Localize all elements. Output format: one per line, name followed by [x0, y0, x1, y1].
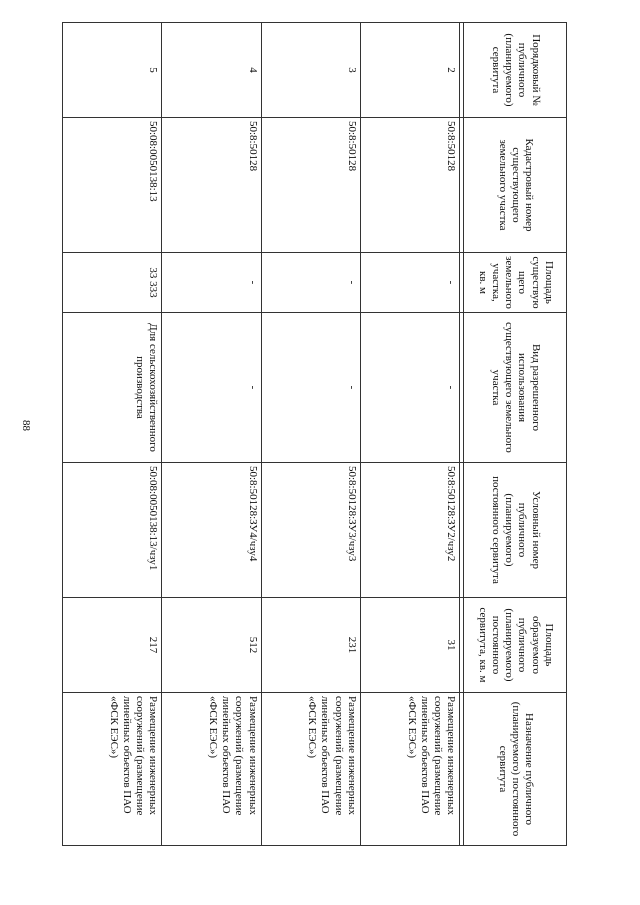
cell-permitted-use: - [261, 313, 360, 463]
table-row [63, 23, 162, 846]
header-servitude-area: Площадь образуемого публичного (планируемого) постоянного сервитута, кв. м [464, 598, 567, 693]
cell-permitted-use: - [360, 313, 459, 463]
cell-servitude-purpose: Размещение инженерных сооружений (размещение линейных объектов ПАО «ФСК ЕЭС») [63, 693, 162, 846]
cell-servitude-code: 50:8:50128:ЗУ2/чзу2 [360, 463, 459, 598]
table-spacer-row [460, 23, 464, 846]
cell-number: 3 [261, 23, 360, 118]
cell-servitude-area: 512 [162, 598, 261, 693]
cell-servitude-area: 31 [360, 598, 459, 693]
cell-servitude-code: 50:8:50128:ЗУ3/чзу3 [261, 463, 360, 598]
cell-number: 2 [360, 23, 459, 118]
cell-land-area: - [261, 253, 360, 313]
cell-land-area: 33 333 [63, 253, 162, 313]
cell-permitted-use: - [162, 313, 261, 463]
cell-cadastral-number: 50:8:50128 [162, 118, 261, 253]
servitude-table-wrapper [62, 22, 567, 845]
header-number: Порядковый № публичного (планируемого) сервитута [464, 23, 567, 118]
table-header-row [464, 23, 567, 846]
table-row [162, 23, 261, 846]
header-cadastral-number: Кадастровый номер существующего земельного участка [464, 118, 567, 253]
cell-servitude-code: 50:8:50128:ЗУ4/чзу4 [162, 463, 261, 598]
header-permitted-use: Вид разрешенного использования существующего земельного участка [464, 313, 567, 463]
cell-land-area: - [162, 253, 261, 313]
table-row [360, 23, 459, 846]
table-row [261, 23, 360, 846]
cell-servitude-area: 217 [63, 598, 162, 693]
cell-cadastral-number: 50:08:0050138:13 [63, 118, 162, 253]
cell-land-area: - [360, 253, 459, 313]
header-servitude-code: Условный номер публичного (планируемого) постоянного сервитута [464, 463, 567, 598]
cell-permitted-use: Для сельскохозяйственного производства [63, 313, 162, 463]
cell-servitude-area: 231 [261, 598, 360, 693]
page-number: 88 [20, 420, 32, 431]
cell-cadastral-number: 50:8:50128 [261, 118, 360, 253]
cell-servitude-code: 50:08:0050138:13/чзу1 [63, 463, 162, 598]
cell-number: 4 [162, 23, 261, 118]
cell-cadastral-number: 50:8:50128 [360, 118, 459, 253]
servitude-table [62, 22, 567, 846]
cell-number: 5 [63, 23, 162, 118]
cell-servitude-purpose: Размещение инженерных сооружений (размещение линейных объектов ПАО «ФСК ЕЭС») [261, 693, 360, 846]
header-land-area: Площадь существую щего земельного участка, кв. м [464, 253, 567, 313]
cell-servitude-purpose: Размещение инженерных сооружений (размещение линейных объектов ПАО «ФСК ЕЭС») [360, 693, 459, 846]
cell-servitude-purpose: Размещение инженерных сооружений (размещение линейных объектов ПАО «ФСК ЕЭС») [162, 693, 261, 846]
header-servitude-purpose: Назначение публичного (планируемого) постоянного сервитута [464, 693, 567, 846]
